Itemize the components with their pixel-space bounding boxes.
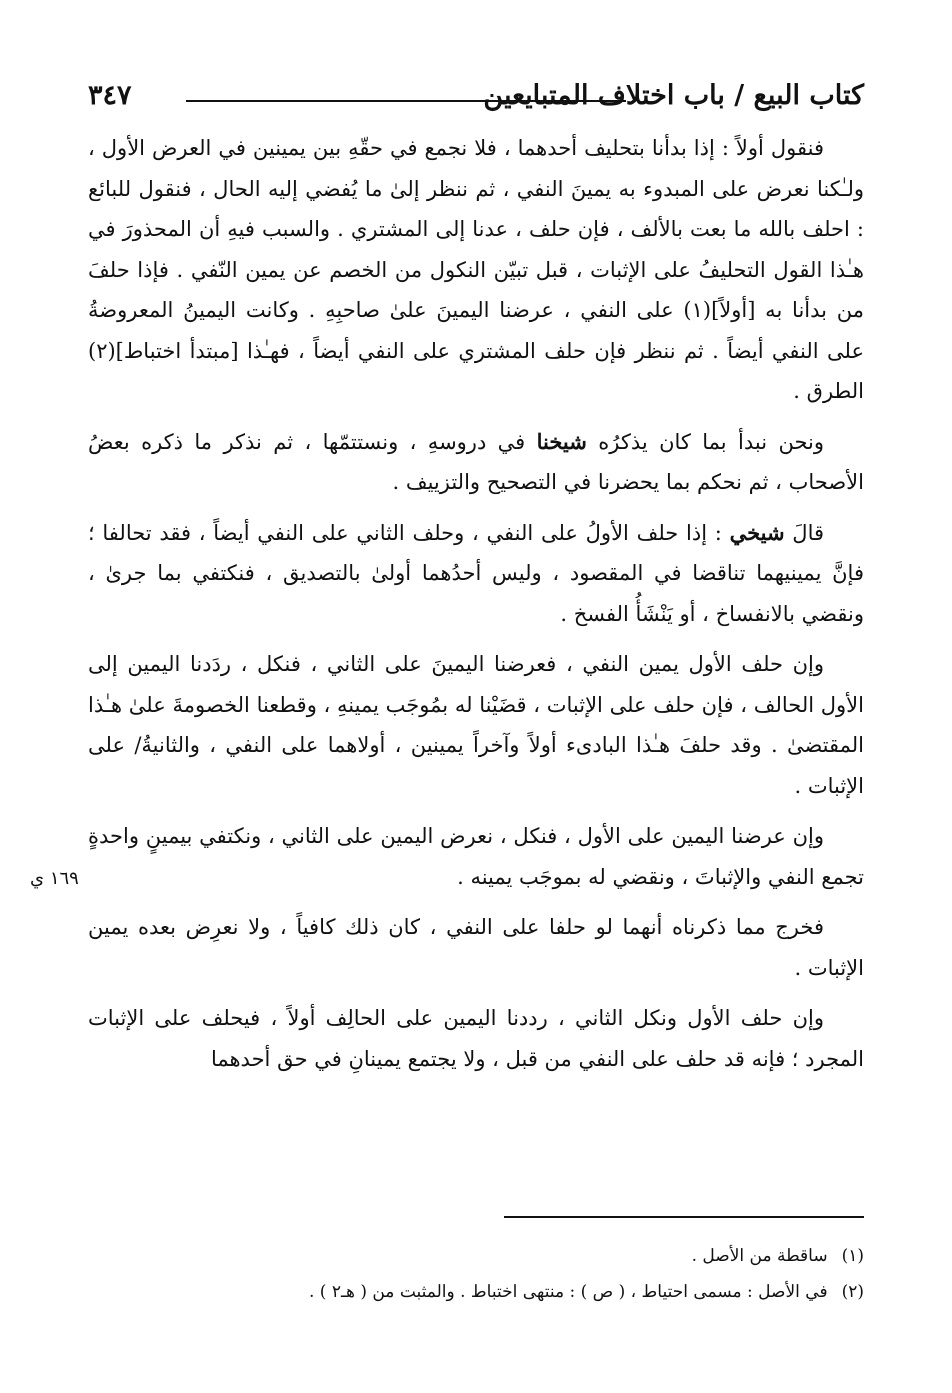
paragraph-3-bold: شيخي (729, 519, 785, 545)
footnote-number: (٢) (841, 1282, 864, 1302)
paragraph-1: فنقول أولاً : إذا بدأنا بتحليف أحدهما ، فلا نجمع في حقّهِ بين يمينين في العرض الأول ، ولـٰكنا نعرض على المبدوء به يمينَ النفي ، ثم ننظر إلىٰ ما يُفضي إليه الحال ، فنقول للبائع : احلف بالله ما بعت بالألف ، فإن حلف ، عدنا إلى المشتري . والسبب فيهِ أن المحذورَ في هـٰذا القول التحليفُ على الإثبات ، قبل تبيّن النكول من الخصم عن يمين النّفي . فإذا حلفَ من بدأنا به [أولاً](١) على النفي ، عرضنا اليمينَ علىٰ صاحبِهِ . وكانت اليمينُ المعروضةُ على النفي أيضاً . ثم ننظر فإن حلف المشتري على النفي أيضاً ، فهـٰذا [مبتدأ اختباط](٢) الطرق . (88, 136, 864, 403)
footnote-2 (88, 1274, 864, 1310)
page-number: ٣٤٧ (88, 80, 132, 111)
paragraph-2-bold: شيخنا (536, 428, 587, 454)
footnote-1 (88, 1238, 864, 1274)
footnote-separator (504, 1216, 864, 1218)
paragraph-2-rest: في دروسهِ ، ونستتمّها ، ثم نذكر ما ذكره بعضُ الأصحاب ، ثم نحكم بما يحضرنا في التصحيح والتزييف . (88, 429, 864, 494)
paragraph-5: وإن عرضنا اليمين على الأول ، فنكل ، نعرض اليمين على الثاني ، ونكتفي بيمينٍ واحدةٍ تجمع النفي والإثباتَ ، ونقضي له بموجَب يمينه . (88, 824, 864, 889)
main-text (88, 128, 864, 1089)
paragraph-3 (88, 513, 864, 635)
paragraph-2 (88, 422, 864, 503)
paragraph-3-rest: : إذا حلف الأولُ على النفي ، وحلف الثاني على النفي أيضاً ، فقد تحالفا ؛ فإنَّ يمينيهما تناقضا في المقصود ، وليس أحدُهما أولىٰ بالتصديق ، فنكتفي بما جرىٰ ، ونقضي بالانفساخ ، أو يَنْشَأُ الفسخ . (88, 520, 864, 626)
footnote-number: (١) (841, 1246, 864, 1266)
margin-folio-note: ١٦٩ ي (30, 868, 79, 889)
running-header (88, 74, 864, 124)
paragraph-7: وإن حلف الأول ونكل الثاني ، رددنا اليمين على الحالِف أولاً ، فيحلف على الإثبات المجرد ؛ فإنه قد حلف على النفي من قبل ، ولا يجتمع يمينانِ في حق أحدهما (88, 1006, 864, 1071)
header-title: كتاب البيع / باب اختلاف المتبايعين (483, 80, 864, 111)
paragraph-6: فخرج مما ذكرناه أنهما لو حلفا على النفي ، كان ذلك كافياً ، ولا نعرِض بعده يمين الإثبات . (88, 915, 864, 980)
paragraph-4: وإن حلف الأول يمين النفي ، فعرضنا اليمينَ على الثاني ، فنكل ، ردَدنا اليمين إلى الأول الحالف ، فإن حلف على الإثبات ، قضَيْنا له بمُوجَب يمينهِ ، وقطعنا الخصومةَ علىٰ هـٰذا المقتضىٰ . وقد حلفَ هـٰذا البادىء أولاً وآخراً يمينين ، أولاهما على النفي ، والثانيةُ/ على الإثبات . (88, 652, 864, 798)
footnote-text: ساقطة من الأصل . (691, 1246, 828, 1266)
paragraph-2-lead: ونحن نبدأ بما كان يذكرُه (586, 429, 824, 454)
paragraph-3-lead: قالَ (784, 520, 825, 545)
header-rule (186, 100, 626, 102)
footnotes (88, 1238, 864, 1310)
footnote-text: في الأصل : مسمى احتياط ، ( ص ) : منتهى اختباط . والمثبت من ( هـ٢ ) . (309, 1282, 828, 1302)
